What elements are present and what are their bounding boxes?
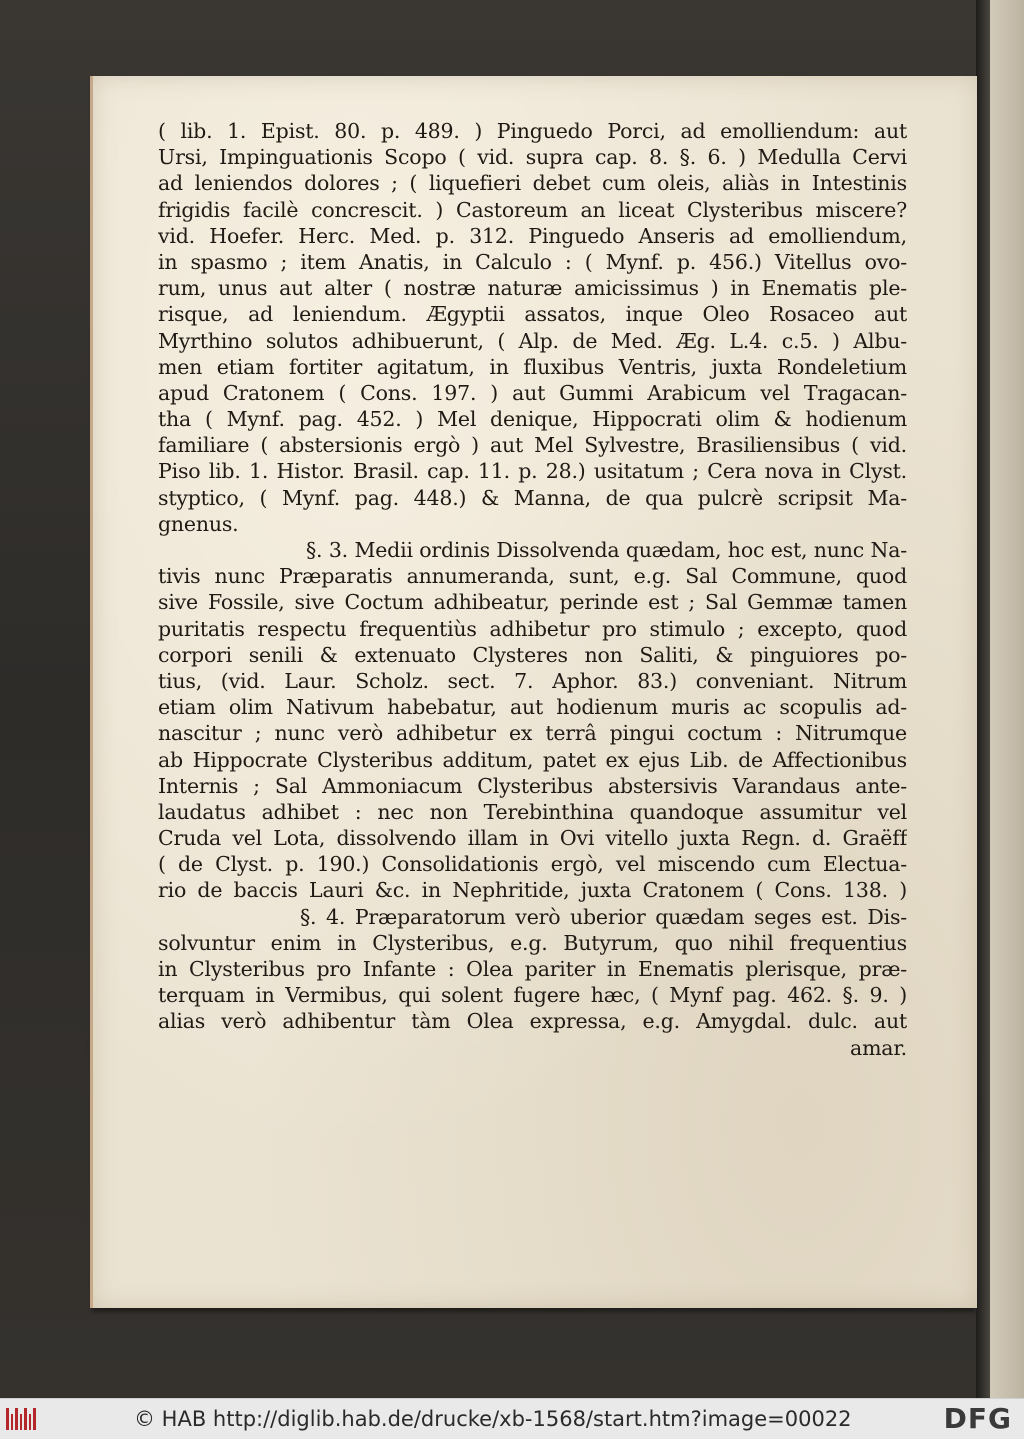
text-line: Cruda vel Lota, dissolvendo illam in Ovi vitello juxta Regn. d. Graëff	[158, 826, 907, 851]
text-line: sive Fossile, sive Coctum adhibeatur, perinde est ; Sal Gemmæ tamen	[158, 590, 907, 615]
hab-barcode-logo-icon	[6, 1408, 36, 1430]
section-heading-line: §. 4. Præparatorum verò uberior quædam seges est. Dis-	[300, 904, 907, 929]
text-line: tha ( Mynf. pag. 452. ) Mel denique, Hippocrati olim & hodienum	[158, 407, 907, 432]
text-line: ad leniendos dolores ; ( liquefieri debet cum oleis, aliàs in Intestinis	[158, 171, 907, 196]
dfg-logo: DFG	[943, 1402, 1012, 1435]
text-line: risque, ad leniendum. Ægyptii assatos, inque Oleo Rosaceo aut	[158, 302, 907, 327]
text-line: rio de baccis Lauri &c. in Nephritide, juxta Cratonem ( Cons. 138. )	[158, 878, 907, 903]
text-line: tivis nunc Præparatis annumeranda, sunt, e.g. Sal Commune, quod	[158, 564, 907, 589]
text-line: in spasmo ; item Anatis, in Calculo : ( Mynf. p. 456.) Vitellus ovo-	[158, 249, 907, 274]
page-text-block	[158, 118, 907, 1061]
text-line: gnenus.	[158, 511, 239, 536]
text-line: apud Cratonem ( Cons. 197. ) aut Gummi Arabicum vel Tragacan-	[158, 380, 907, 405]
text-line: nascitur ; nunc verò adhibetur ex terrâ pingui coctum : Nitrumque	[158, 721, 907, 746]
catchword: amar.	[850, 1035, 907, 1060]
footer-bar	[0, 1398, 1024, 1439]
section-heading-line: §. 3. Medii ordinis Dissolvenda quædam, hoc est, nunc Na-	[306, 538, 907, 562]
book-spine	[976, 0, 1024, 1398]
text-line: etiam olim Nativum habebatur, aut hodienum muris ac scopulis ad-	[158, 695, 907, 720]
text-line: ( de Clyst. p. 190.) Consolidationis ergò, vel miscendo cum Electua-	[158, 852, 907, 877]
footer-citation-link[interactable]: © HAB http://diglib.hab.de/drucke/xb-1568/start.htm?image=00022	[134, 1407, 852, 1431]
text-line: frigidis facilè concrescit. ) Castoreum an liceat Clysteribus miscere?	[158, 197, 907, 222]
text-line: puritatis respectu frequentiùs adhibetur pro stimulo ; excepto, quod	[158, 616, 907, 641]
text-line: men etiam fortiter agitatum, in fluxibus Ventris, juxta Rondeletium	[158, 354, 907, 379]
text-line: Ursi, Impinguationis Scopo ( vid. supra cap. 8. §. 6. ) Medulla Cervi	[158, 145, 907, 170]
text-line: vid. Hoefer. Herc. Med. p. 312. Pinguedo Anseris ad emolliendum,	[158, 223, 907, 248]
text-line: styptico, ( Mynf. pag. 448.) & Manna, de qua pulcrè scripsit Ma-	[158, 485, 907, 510]
text-line: Internis ; Sal Ammoniacum Clysteribus abstersivis Varandaus ante-	[158, 773, 907, 798]
text-line: ab Hippocrate Clysteribus additum, patet ex ejus Lib. de Affectionibus	[158, 747, 907, 772]
text-line: Myrthino solutos adhibuerunt, ( Alp. de Med. Æg. L.4. c.5. ) Albu-	[158, 328, 907, 353]
text-line: terquam in Vermibus, qui solent fugere hæc, ( Mynf pag. 462. §. 9. )	[158, 983, 907, 1008]
text-line: familiare ( abstersionis ergò ) aut Mel Sylvestre, Brasiliensibus ( vid.	[158, 433, 907, 458]
text-line: ( lib. 1. Epist. 80. p. 489. ) Pinguedo Porci, ad emolliendum: aut	[158, 119, 907, 143]
text-line: Piso lib. 1. Histor. Brasil. cap. 11. p. 28.) usitatum ; Cera nova in Clyst.	[158, 459, 907, 484]
text-line: in Clysteribus pro Infante : Olea pariter in Enematis plerisque, præ-	[158, 957, 907, 981]
text-line: rum, unus aut alter ( nostræ naturæ amicissimus ) in Enematis ple-	[158, 276, 907, 301]
text-line: solvuntur enim in Clysteribus, e.g. Butyrum, quo nihil frequentius	[158, 930, 907, 955]
text-line: laudatus adhibet : nec non Terebinthina quandoque assumitur vel	[158, 799, 907, 824]
text-line: corpori senili & extenuato Clysteres non Saliti, & pinguiores po-	[158, 642, 907, 667]
text-line: alias verò adhibentur tàm Olea expressa, e.g. Amygdal. dulc. aut	[158, 1009, 907, 1034]
text-line: tius, (vid. Laur. Scholz. sect. 7. Aphor. 83.) conveniant. Nitrum	[158, 668, 907, 693]
